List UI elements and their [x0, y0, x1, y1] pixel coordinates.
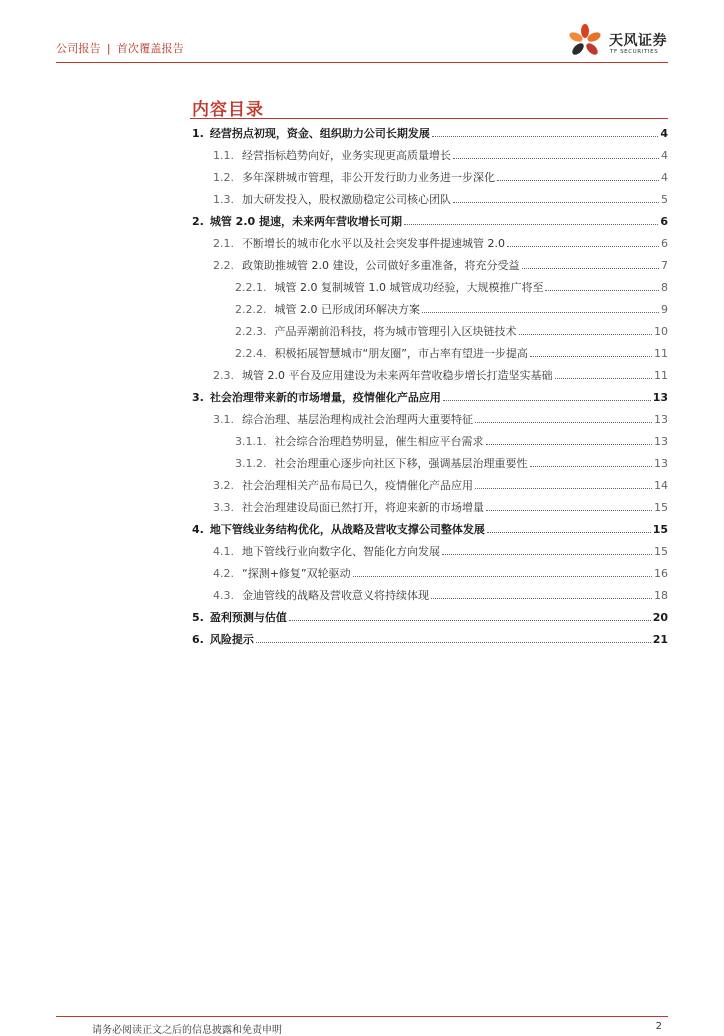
toc-leader-dots: [475, 488, 652, 489]
toc-entry-number: 2.2.: [213, 259, 234, 272]
toc-entry-label: 积极拓展智慧城市“朋友圈”，市占率有望进一步提高: [274, 347, 528, 360]
toc-entry-page: 13: [654, 457, 668, 470]
toc-entry-label: 地下管线业务结构优化，从战略及营收支撑公司整体发展: [209, 523, 485, 536]
toc-entry-number: 3.: [192, 391, 204, 404]
toc-entry-label: 城管 2.0 已形成闭环解决方案: [274, 303, 420, 316]
toc-entry-label: 城管 2.0 提速，未来两年营收增长可期: [209, 215, 402, 228]
toc-entry-number: 2.1.: [213, 237, 234, 250]
toc-entry-page: 13: [654, 413, 668, 426]
toc-leader-dots: [422, 312, 659, 313]
toc-leader-dots: [555, 378, 653, 379]
header-separator: |: [106, 41, 111, 55]
toc-leader-dots: [453, 158, 659, 159]
toc-leader-dots: [530, 356, 652, 357]
toc-entry-page: 11: [654, 347, 668, 360]
toc-entry-number: 5.: [192, 611, 204, 624]
toc-entry-number: 2.2.4.: [235, 347, 267, 360]
toc-entry-number: 2.2.3.: [235, 325, 267, 338]
logo-name-en: TF SECURITIES: [610, 49, 659, 55]
toc-entry-label: 综合治理、基层治理构成社会治理两大重要特征: [242, 413, 473, 426]
toc-entry-label: 经营拐点初现，资金、组织助力公司长期发展: [209, 127, 430, 140]
toc-entry-number: 3.3.: [213, 501, 234, 514]
toc-entry-number: 1.: [192, 127, 204, 140]
toc-leader-dots: [486, 510, 652, 511]
toc-entry-number: 3.1.2.: [235, 457, 267, 470]
toc-leader-dots: [353, 576, 652, 577]
toc-entry-number: 1.3.: [213, 193, 234, 206]
toc-entry-number: 4.1.: [213, 545, 234, 558]
toc-entry-level-2[interactable]: [213, 565, 668, 581]
toc-entry-level-3[interactable]: [235, 433, 668, 449]
toc-entry-label: 经营指标趋势向好，业务实现更高质量增长: [242, 149, 451, 162]
toc-leader-dots: [475, 422, 652, 423]
toc-entry-page: 9: [661, 303, 668, 316]
toc-entry-level-3[interactable]: [235, 323, 668, 339]
toc-leader-dots: [497, 180, 659, 181]
toc-entry-page: 8: [661, 281, 668, 294]
toc-entry-page: 21: [652, 633, 668, 646]
toc-entry-level-1[interactable]: [192, 521, 668, 537]
toc-entry-label: 城管 2.0 复制城管 1.0 城管成功经验，大规模推广将至: [274, 281, 544, 294]
toc-entry-label: 政策助推城管 2.0 建设，公司做好多重准备，将充分受益: [242, 259, 520, 272]
toc-leader-dots: [486, 444, 653, 445]
toc-leader-dots: [519, 334, 653, 335]
toc-entry-number: 4.2.: [213, 567, 234, 580]
toc-title-divider: [190, 118, 668, 119]
toc-entry-label: 金迪管线的战略及营收意义将持续体现: [242, 589, 429, 602]
toc-entry-number: 2.2.1.: [235, 281, 267, 294]
toc-entry-number: 3.1.: [213, 413, 234, 426]
toc-entry-label: 社会治理带来新的市场增量，疫情催化产品应用: [209, 391, 441, 404]
toc-entry-page: 15: [654, 545, 668, 558]
toc-entry-label: 加大研发投入，股权激励稳定公司核心团队: [242, 193, 451, 206]
header-report-type: [56, 40, 184, 56]
toc-entry-number: 3.1.1.: [235, 435, 267, 448]
toc-entry-number: 3.2.: [213, 479, 234, 492]
toc-entry-page: 4: [661, 171, 668, 184]
toc-entry-level-2[interactable]: [213, 235, 668, 251]
logo-name-cn: 天风证券: [609, 33, 667, 49]
toc-leader-dots: [443, 400, 651, 401]
toc-entry-level-2[interactable]: [213, 169, 668, 185]
footer-disclaimer: 请务必阅读正文之后的信息披露和免责申明: [92, 1025, 282, 1036]
toc-entry-level-1[interactable]: [192, 213, 668, 229]
toc-leader-dots: [442, 554, 652, 555]
toc-entry-number: 4.3.: [213, 589, 234, 602]
toc-entry-level-2[interactable]: [213, 499, 668, 515]
toc-leader-dots: [522, 268, 660, 269]
toc-entry-level-2[interactable]: [213, 367, 668, 383]
toc-leader-dots: [432, 136, 659, 137]
toc-entry-number: 6.: [192, 633, 204, 646]
toc-entry-label: 社会治理建设局面已然打开，将迎来新的市场增量: [242, 501, 484, 514]
toc-entry-page: 4: [661, 149, 668, 162]
toc-leader-dots: [256, 642, 651, 643]
toc-entry-level-3[interactable]: [235, 279, 668, 295]
toc-leader-dots: [431, 598, 652, 599]
toc-entry-page: 15: [654, 501, 668, 514]
toc-entry-page: 6: [661, 237, 668, 250]
toc-entry-number: 4.: [192, 523, 204, 536]
toc-entry-level-1[interactable]: [192, 631, 668, 647]
toc-entry-page: 15: [652, 523, 668, 536]
toc-entry-number: 2.2.2.: [235, 303, 267, 316]
toc-entry-level-1[interactable]: [192, 389, 668, 405]
toc-entry-label: 多年深耕城市管理，非公开发行助力业务进一步深化: [242, 171, 495, 184]
footer-divider: [56, 1016, 668, 1017]
toc-entry-label: 城管 2.0 平台及应用建设为未来两年营收稳步增长打造坚实基础: [242, 369, 553, 382]
toc-entry-page: 20: [652, 611, 668, 624]
toc-entry-level-3[interactable]: [235, 345, 668, 361]
toc-entry-page: 4: [660, 127, 668, 140]
toc-entry-page: 13: [654, 435, 668, 448]
toc-leader-dots: [404, 224, 658, 225]
toc-title: 内容目录: [192, 100, 264, 120]
toc-entry-page: 16: [654, 567, 668, 580]
toc-leader-dots: [487, 532, 651, 533]
toc-entry-page: 14: [654, 479, 668, 492]
toc-entry-number: 2.3.: [213, 369, 234, 382]
toc-entry-number: 1.1.: [213, 149, 234, 162]
report-type-label: 公司报告: [56, 42, 101, 55]
toc-entry-label: 社会治理相关产品布局已久，疫情催化产品应用: [242, 479, 473, 492]
toc-entry-level-2[interactable]: [213, 411, 668, 427]
toc-entry-page: 10: [654, 325, 668, 338]
toc-entry-level-2[interactable]: [213, 191, 668, 207]
toc-entry-label: 产品弄潮前沿科技，将为城市管理引入区块链技术: [274, 325, 517, 338]
toc-entry-label: “探测+修复”双轮驱动: [242, 567, 351, 580]
toc-leader-dots: [507, 246, 659, 247]
toc-entry-label: 社会综合治理趋势明显，催生相应平台需求: [274, 435, 484, 448]
toc-entry-page: 18: [654, 589, 668, 602]
toc-entry-level-2[interactable]: [213, 477, 668, 493]
tf-flower-logo-icon: [567, 22, 607, 62]
tf-securities-logo: [567, 22, 682, 62]
toc-entry-page: 11: [654, 369, 668, 382]
toc-entry-level-2[interactable]: [213, 543, 668, 559]
toc-leader-dots: [453, 202, 659, 203]
toc-entry-level-3[interactable]: [235, 455, 668, 471]
toc-entry-label: 地下管线行业向数字化、智能化方向发展: [242, 545, 440, 558]
toc-entry-level-2[interactable]: [213, 587, 668, 603]
toc-leader-dots: [545, 290, 659, 291]
toc-entry-label: 社会治理重心逐步向社区下移，强调基层治理重要性: [274, 457, 528, 470]
toc-entry-level-2[interactable]: [213, 147, 668, 163]
toc-entry-level-1[interactable]: [192, 125, 668, 141]
toc-entry-page: 7: [661, 259, 668, 272]
toc-entry-number: 2.: [192, 215, 204, 228]
report-subtype-label: 首次覆盖报告: [116, 42, 184, 55]
toc-entry-page: 6: [660, 215, 668, 228]
toc-entry-page: 5: [661, 193, 668, 206]
footer-page-number: 2: [655, 1021, 662, 1032]
toc-entry-level-3[interactable]: [235, 301, 668, 317]
toc-entry-label: 盈利预测与估值: [209, 611, 287, 624]
toc-entry-level-1[interactable]: [192, 609, 668, 625]
toc-entry-page: 13: [652, 391, 668, 404]
toc-leader-dots: [530, 466, 653, 467]
toc-entry-label: 不断增长的城市化水平以及社会突发事件提速城管 2.0: [242, 237, 505, 250]
toc-entry-level-2[interactable]: [213, 257, 668, 273]
toc-entry-label: 风险提示: [209, 633, 254, 646]
toc-entry-number: 1.2.: [213, 171, 234, 184]
toc-leader-dots: [289, 620, 651, 621]
header-divider: [56, 62, 668, 63]
